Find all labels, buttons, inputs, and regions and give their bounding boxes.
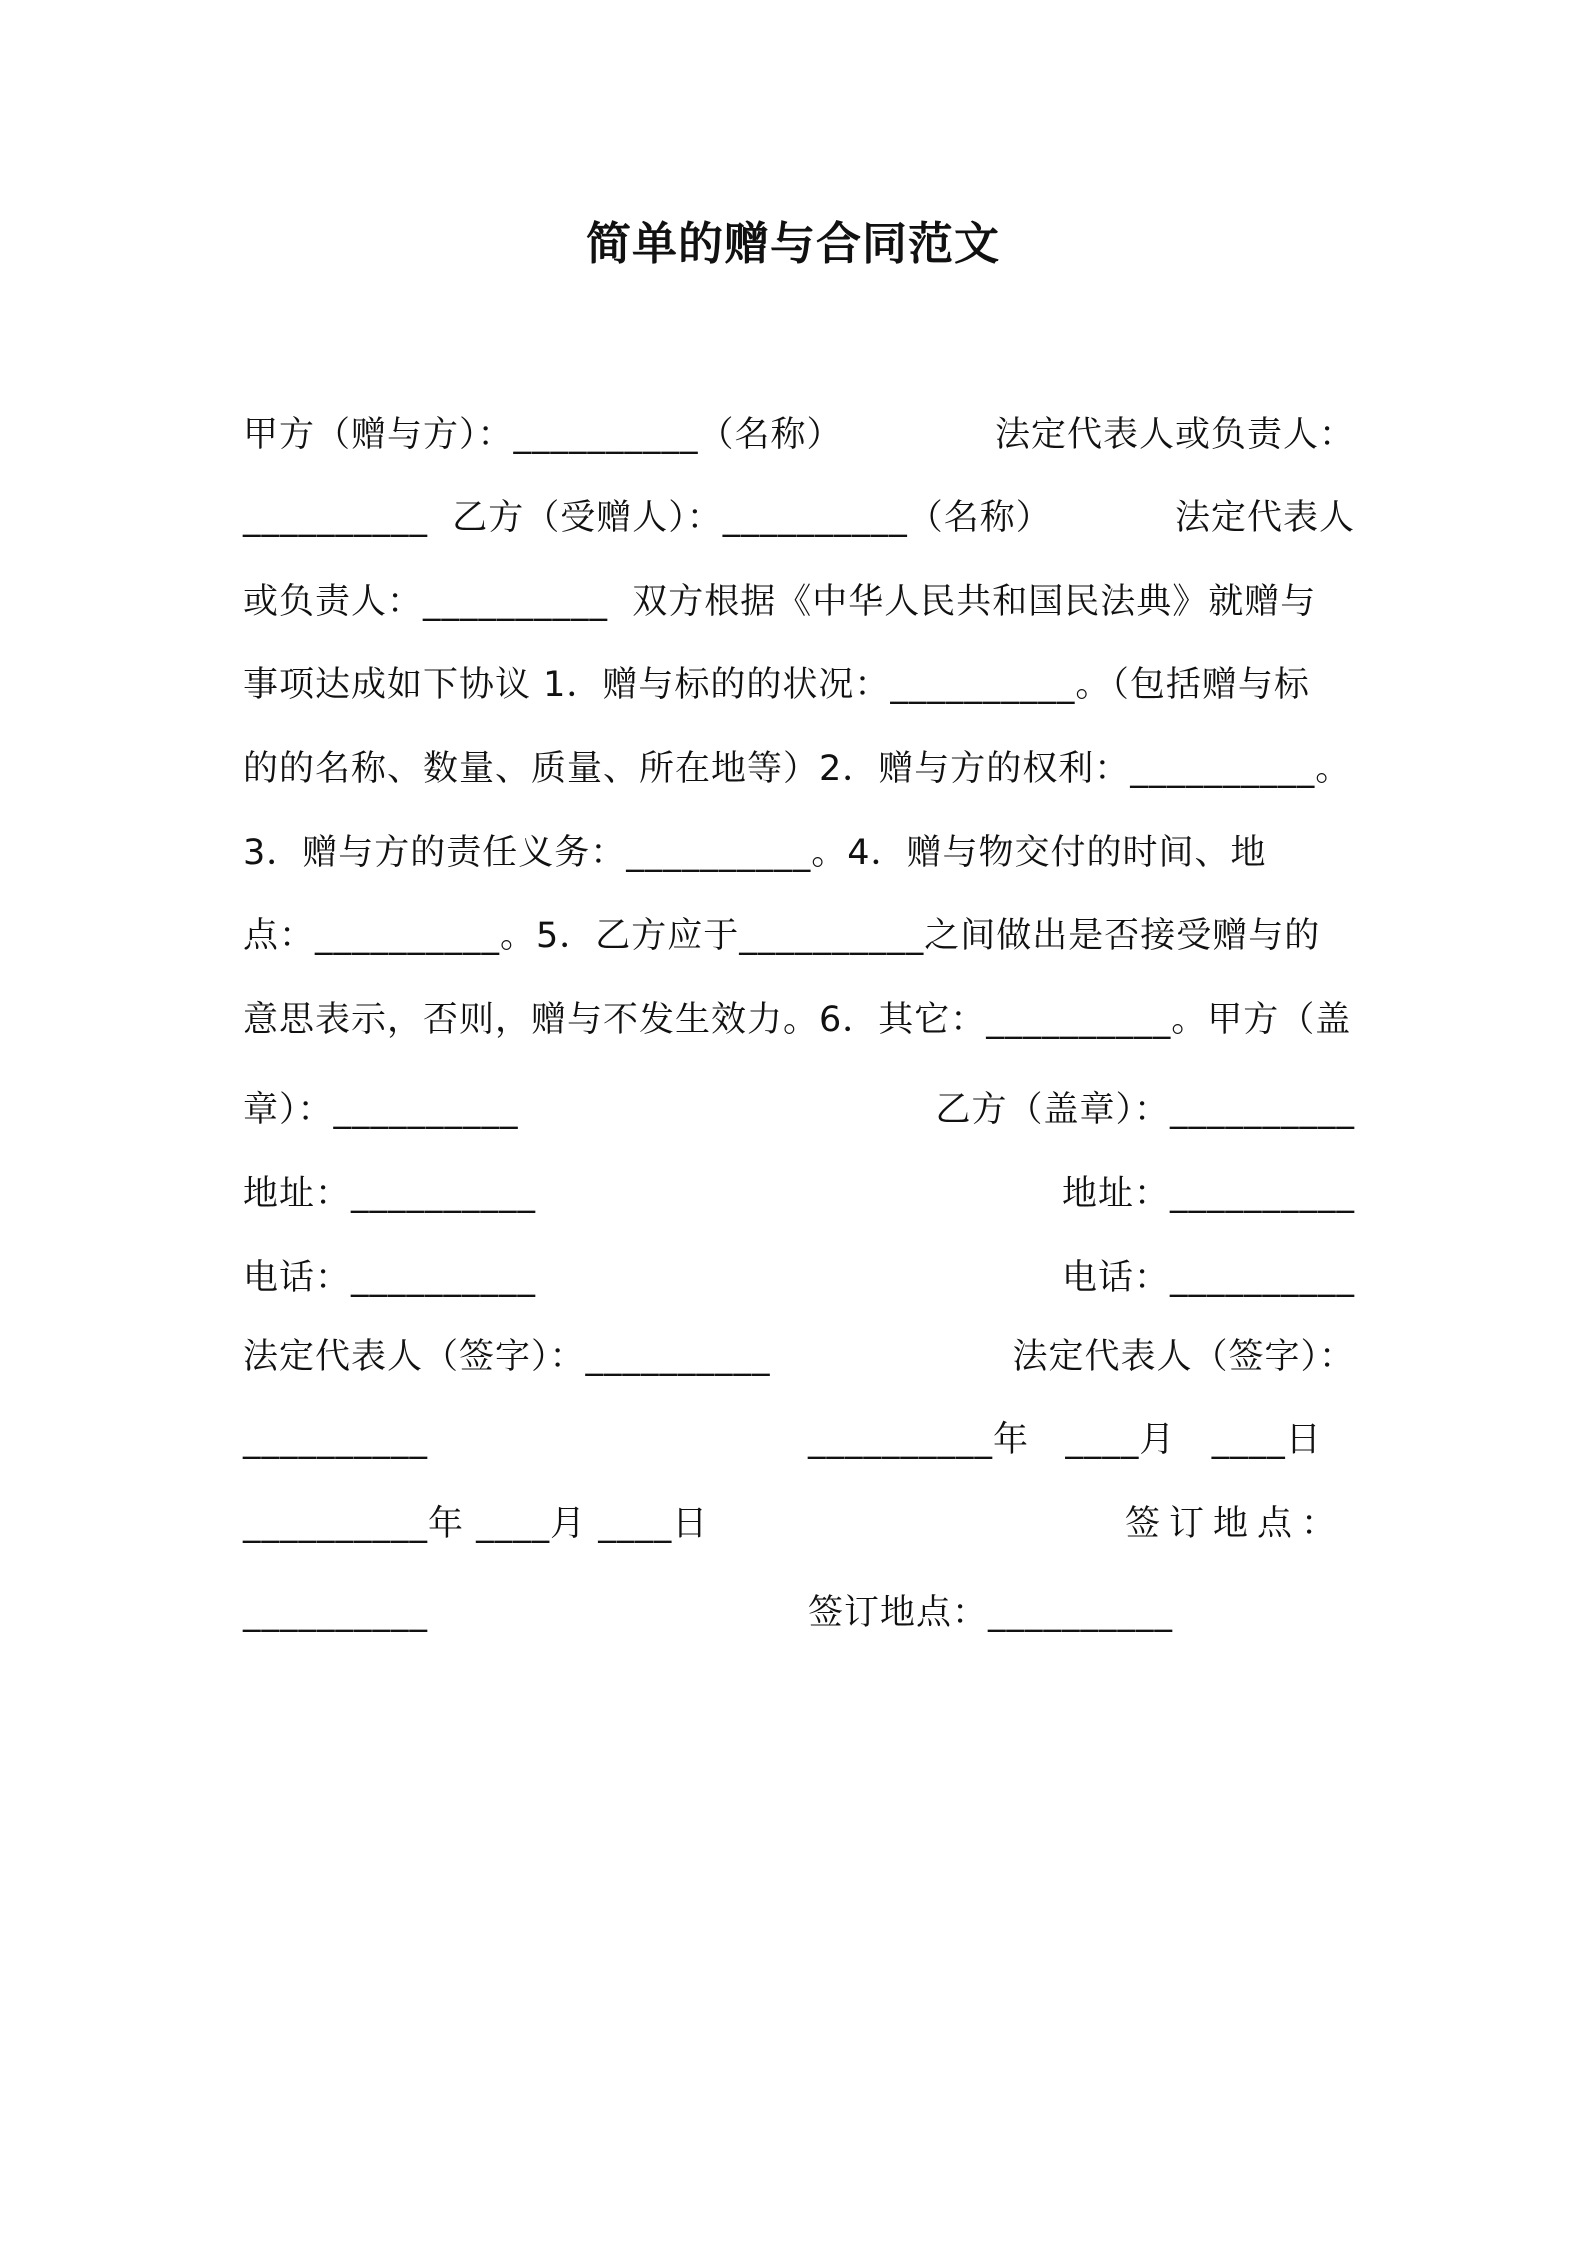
paragraph-line-1-left: 甲方（赠与方）：__________（名称） [243, 415, 843, 455]
paragraph-line-6-text: 3．赠与方的责任义务：__________。4．赠与物交付的时间、地 [243, 833, 1267, 873]
party-a-date: __________年 ____月 ____日 [243, 1504, 709, 1544]
party-a-seal: 章）：__________ [243, 1090, 519, 1130]
paragraph-line-6 [243, 828, 1355, 878]
party-b-seal: 乙方（盖章）：__________ [935, 1090, 1355, 1130]
paragraph-line-2-left: __________ 乙方（受赠人）：__________（名称） [243, 498, 1052, 538]
party-a-representative: 法定代表人（签字）：__________ [243, 1337, 771, 1377]
party-b-phone: 电话：__________ [1061, 1258, 1355, 1298]
party-b-signing-place-label: 签订地点： [1125, 1504, 1346, 1544]
party-a-signing-place-blank: __________ [243, 1593, 428, 1633]
party-a-phone: 电话：__________ [243, 1258, 537, 1298]
address-row [243, 1169, 1355, 1219]
paragraph-line-3 [243, 577, 1355, 627]
seal-row [243, 1085, 1355, 1135]
document-title: 简单的赠与合同范文 [585, 217, 1000, 270]
paragraph-line-7 [243, 911, 1355, 961]
party-b-representative: 法定代表人（签字）： [1012, 1337, 1355, 1377]
paragraph-line-4-text: 事项达成如下协议 1．赠与标的的状况：__________。（包括赠与标 [243, 665, 1310, 705]
paragraph-line-1-right: 法定代表人或负责人： [994, 415, 1355, 455]
paragraph-line-8-text: 意思表示，否则，赠与不发生效力。6．其它：__________。甲方（盖 [243, 1000, 1352, 1040]
party-b-address: 地址：__________ [1061, 1174, 1355, 1214]
party-a-representative-blank: __________ [243, 1420, 428, 1460]
representative-row [243, 1332, 1355, 1382]
party-b-date: __________年 ____月 ____日 [808, 1420, 1322, 1460]
party-a-address: 地址：__________ [243, 1174, 537, 1214]
phone-row [243, 1253, 1355, 1303]
paragraph-line-8 [243, 995, 1355, 1045]
paragraph-line-5-text: 的的名称、数量、质量、所在地等）2．赠与方的权利：__________。 [243, 749, 1352, 789]
paragraph-line-2-right: 法定代表人 [1174, 498, 1355, 538]
signing-place: 签订地点：__________ [808, 1593, 1174, 1633]
paragraph-line-4 [243, 660, 1355, 710]
paragraph-line-1 [243, 410, 1355, 460]
paragraph-line-3-text: 或负责人：__________ 双方根据《中华人民共和国民法典》就赠与 [243, 582, 1317, 622]
paragraph-line-7-text: 点：__________。5．乙方应于__________之间做出是否接受赠与的 [243, 916, 1321, 956]
paragraph-line-5 [243, 744, 1355, 794]
paragraph-line-2 [243, 493, 1355, 543]
